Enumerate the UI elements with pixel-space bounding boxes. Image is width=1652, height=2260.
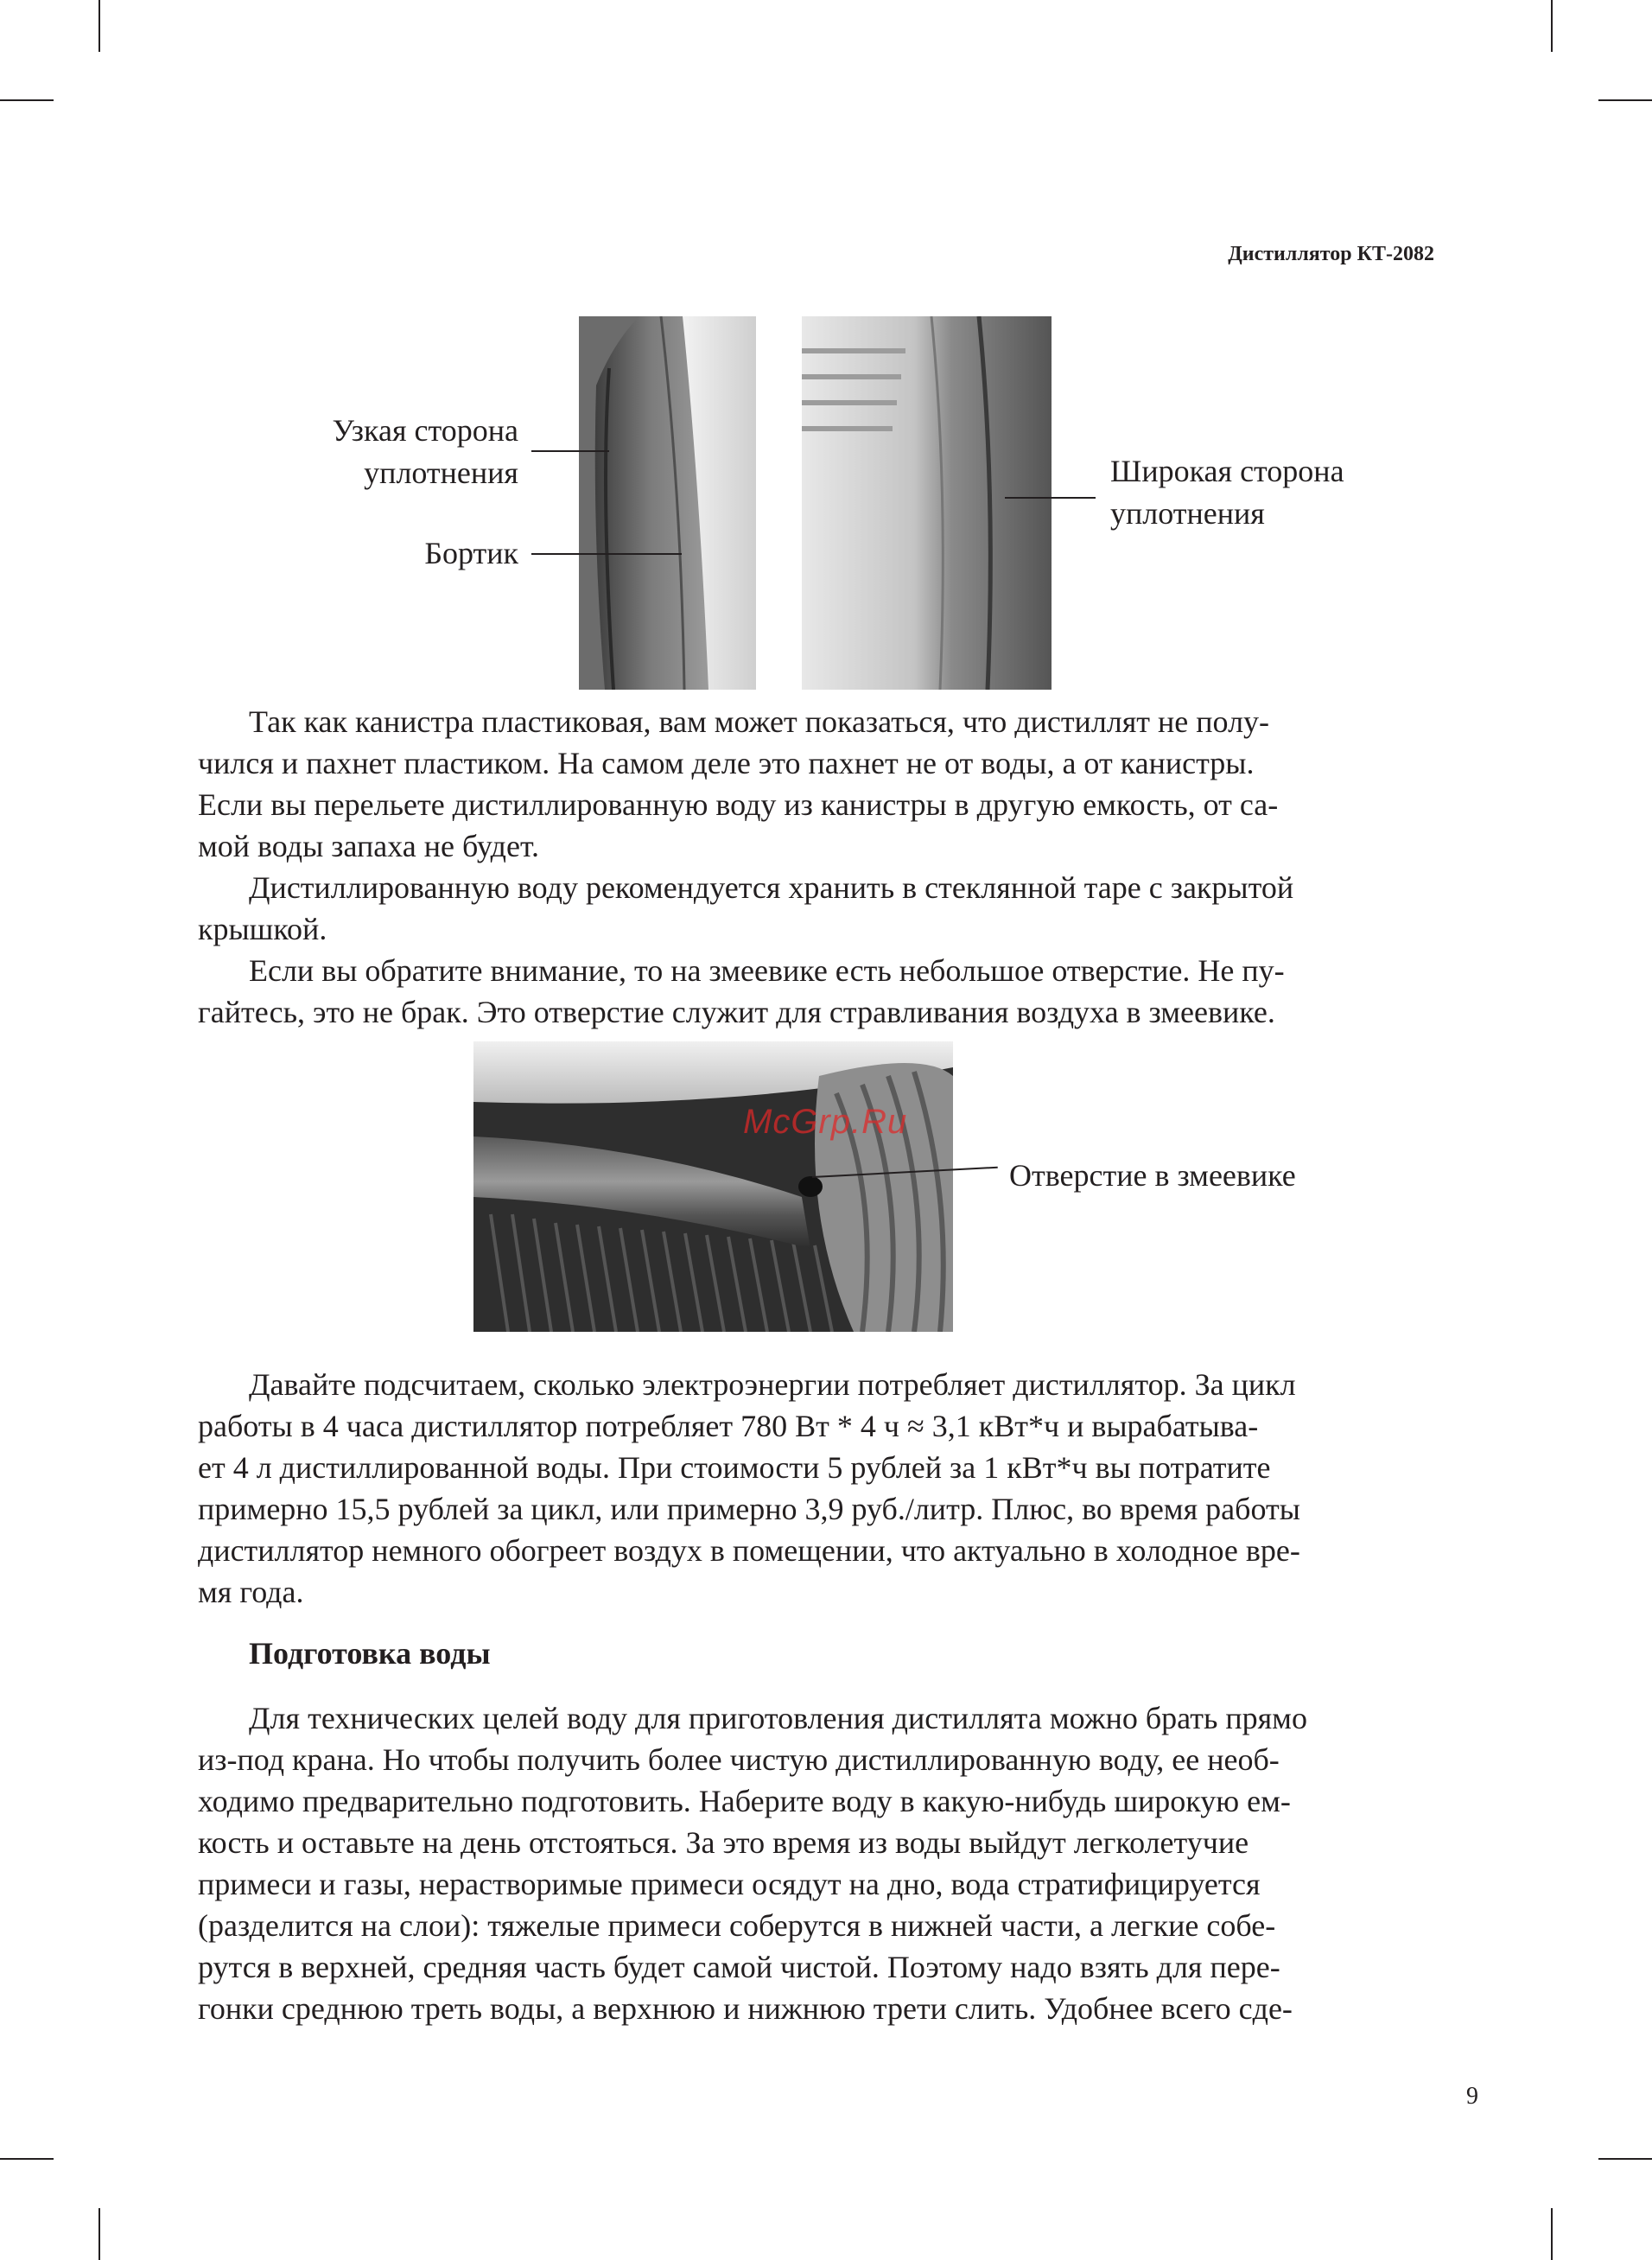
- crop-mark: [1598, 99, 1652, 101]
- crop-mark: [0, 2158, 54, 2160]
- paragraph: Давайте подсчитаем, сколько электроэнергии потребляет дистиллятор. За цикл работы в 4 часа дистиллятор потребляет 780 Вт * 4 ч ≈ 3,1 кВт*ч и вырабатыва- ет 4 л дистиллированной воды. При стоимости 5 рублей за 1 кВт*ч вы потратите примерно 15,5 рублей за цикл, или примерно 3,9 руб./литр. Плюс, во время работы дистиллятор немного обогреет воздух в помещении, что актуально в холодное вре- мя года.: [198, 1367, 1300, 1609]
- paragraph: Для технических целей воду для приготовления дистиллята можно брать прямо из-под крана. Но чтобы получить более чистую дистиллированную воду, ее необ- ходимо предварительно подготовить. Наберите воду в какую-нибудь широкую ем- кость и оставьте на день отстояться. За это время из воды выйдут легколетучие примеси и газы, нерастворимые примеси осядут на дно, вода стратифицируется (разделится на слои): тяжелые примеси соберутся в нижней части, а легкие собе- рутся в верхней, средняя часть будет самой чистой. Поэтому надо взять для пере- гонки среднюю треть воды, а верхнюю и нижнюю трети слить. Удобнее всего сде-: [198, 1701, 1307, 2026]
- page-number: 9: [1466, 2083, 1478, 2110]
- paragraph: Так как канистра пластиковая, вам может показаться, что дистиллят не полу- чился и пахнет пластиком. На самом деле это пахнет не от воды, а от канистры. Если вы перельете дистиллированную воду из канистры в другую емкость, от са- мой воды запаха не будет.: [198, 704, 1279, 863]
- paragraph: Дистиллированную воду рекомендуется хранить в стеклянной таре с закрытой крышкой.: [198, 870, 1294, 946]
- leader-line: [531, 450, 609, 452]
- crop-mark: [1551, 2208, 1553, 2260]
- leader-line: [1005, 497, 1096, 499]
- coil-photo: [473, 1041, 953, 1332]
- watermark: McGrp.Ru: [743, 1103, 908, 1141]
- leader-line: [531, 553, 682, 555]
- crop-mark: [1598, 2158, 1652, 2160]
- label-coil-hole: Отверстие в змеевике: [1009, 1158, 1296, 1193]
- section-heading: Подготовка воды: [249, 1636, 491, 1671]
- seal-narrow-photo: [579, 316, 756, 690]
- paragraph: Если вы обратите внимание, то на змеевике есть небольшое отверстие. Не пу- гайтесь, это не брак. Это отверстие служит для стравливания воздуха в змеевике.: [198, 953, 1285, 1029]
- running-header: Дистиллятор КТ-2082: [1228, 243, 1434, 265]
- label-rim: Бортик: [424, 536, 518, 570]
- label-narrow-side: Узкая сторона уплотнения: [332, 413, 518, 490]
- label-wide-side: Широкая сторона уплотнения: [1110, 454, 1344, 531]
- crop-mark: [98, 2208, 100, 2260]
- crop-mark: [1551, 0, 1553, 52]
- seal-wide-photo: [802, 316, 1052, 690]
- crop-mark: [0, 99, 54, 101]
- crop-mark: [98, 0, 100, 52]
